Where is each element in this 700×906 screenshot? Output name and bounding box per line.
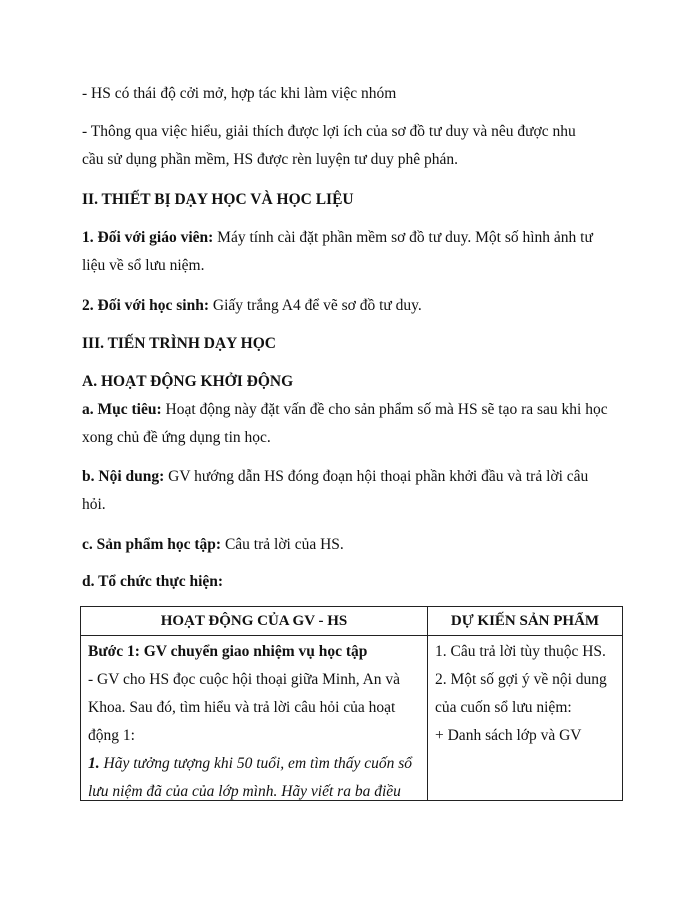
text-student: Giấy trắng A4 để vẽ sơ đồ tư duy. <box>209 297 422 314</box>
activity-table <box>80 606 623 801</box>
answer-line: + Danh sách lớp và GV <box>435 727 582 744</box>
text-line: động 1: <box>88 727 135 744</box>
text-content: GV hướng dẫn HS đóng đoạn hội thoại phần khởi đầu và trả lời câu <box>164 468 589 485</box>
text-line: cầu sử dụng phần mềm, HS được rèn luyện tư duy phê phán. <box>82 151 459 168</box>
heading-organization: d. Tổ chức thực hiện: <box>82 573 224 590</box>
question-number: 1. <box>88 755 100 772</box>
heading-startup-activity: A. HOẠT ĐỘNG KHỞI ĐỘNG <box>82 373 294 390</box>
label-product: c. Sản phẩm học tập: <box>82 536 222 553</box>
text-product: Câu trả lời của HS. <box>221 536 344 553</box>
paragraph-critical-thinking <box>82 118 622 174</box>
label-content: b. Nội dung: <box>82 468 165 485</box>
heading-equipment: II. THIẾT BỊ DẠY HỌC VÀ HỌC LIỆU <box>82 191 354 208</box>
text-teacher: Máy tính cài đặt phần mềm sơ đồ tư duy. Một số hình ảnh tư <box>213 229 593 246</box>
paragraph-attitude: - HS có thái độ cởi mở, hợp tác khi làm việc nhóm <box>82 85 397 102</box>
column-header-activity: HOẠT ĐỘNG CỦA GV - HS <box>81 607 428 636</box>
text-goal: Hoạt động này đặt vấn đề cho sản phẩm số mà HS sẽ tạo ra sau khi học <box>161 401 608 418</box>
step-title: Bước 1: GV chuyển giao nhiệm vụ học tập <box>88 643 368 660</box>
paragraph-product <box>82 531 622 559</box>
answer-line: 2. Một số gợi ý về nội dung <box>435 671 607 688</box>
answer-line: 1. Câu trả lời tùy thuộc HS. <box>435 643 606 660</box>
table-cell-expected-product <box>428 636 623 801</box>
text-line: xong chủ đề ứng dụng tin học. <box>82 429 271 446</box>
label-goal: a. Mục tiêu: <box>82 401 162 418</box>
table-cell-activity <box>81 636 428 801</box>
question-line <box>88 750 421 778</box>
paragraph-teacher-equipment <box>82 224 622 280</box>
text-line: - GV cho HS đọc cuộc hội thoại giữa Minh, An và <box>88 671 401 688</box>
label-teacher: 1. Đối với giáo viên: <box>82 229 214 246</box>
column-header-expected-product: DỰ KIẾN SẢN PHẨM <box>428 607 623 636</box>
text-line: - Thông qua việc hiểu, giải thích được lợi ích của sơ đồ tư duy và nêu được nhu <box>82 123 576 140</box>
text-line: liệu về sổ lưu niệm. <box>82 257 205 274</box>
question-line: lưu niệm đã của của lớp mình. Hãy viết ra ba điều <box>88 783 401 800</box>
text-line: hỏi. <box>82 496 106 513</box>
paragraph-student-equipment <box>82 292 622 320</box>
question-text: Hãy tưởng tượng khi 50 tuổi, em tìm thấy cuốn sổ <box>99 755 413 772</box>
table-row <box>81 636 623 801</box>
answer-line: của cuốn sổ lưu niệm: <box>435 699 572 716</box>
table-header-row <box>81 607 623 636</box>
heading-process: III. TIẾN TRÌNH DẠY HỌC <box>82 335 276 352</box>
paragraph-goal <box>82 396 622 452</box>
label-student: 2. Đối với học sinh: <box>82 297 210 314</box>
text-line: Khoa. Sau đó, tìm hiểu và trả lời câu hỏi của hoạt <box>88 699 396 716</box>
paragraph-content <box>82 463 622 519</box>
